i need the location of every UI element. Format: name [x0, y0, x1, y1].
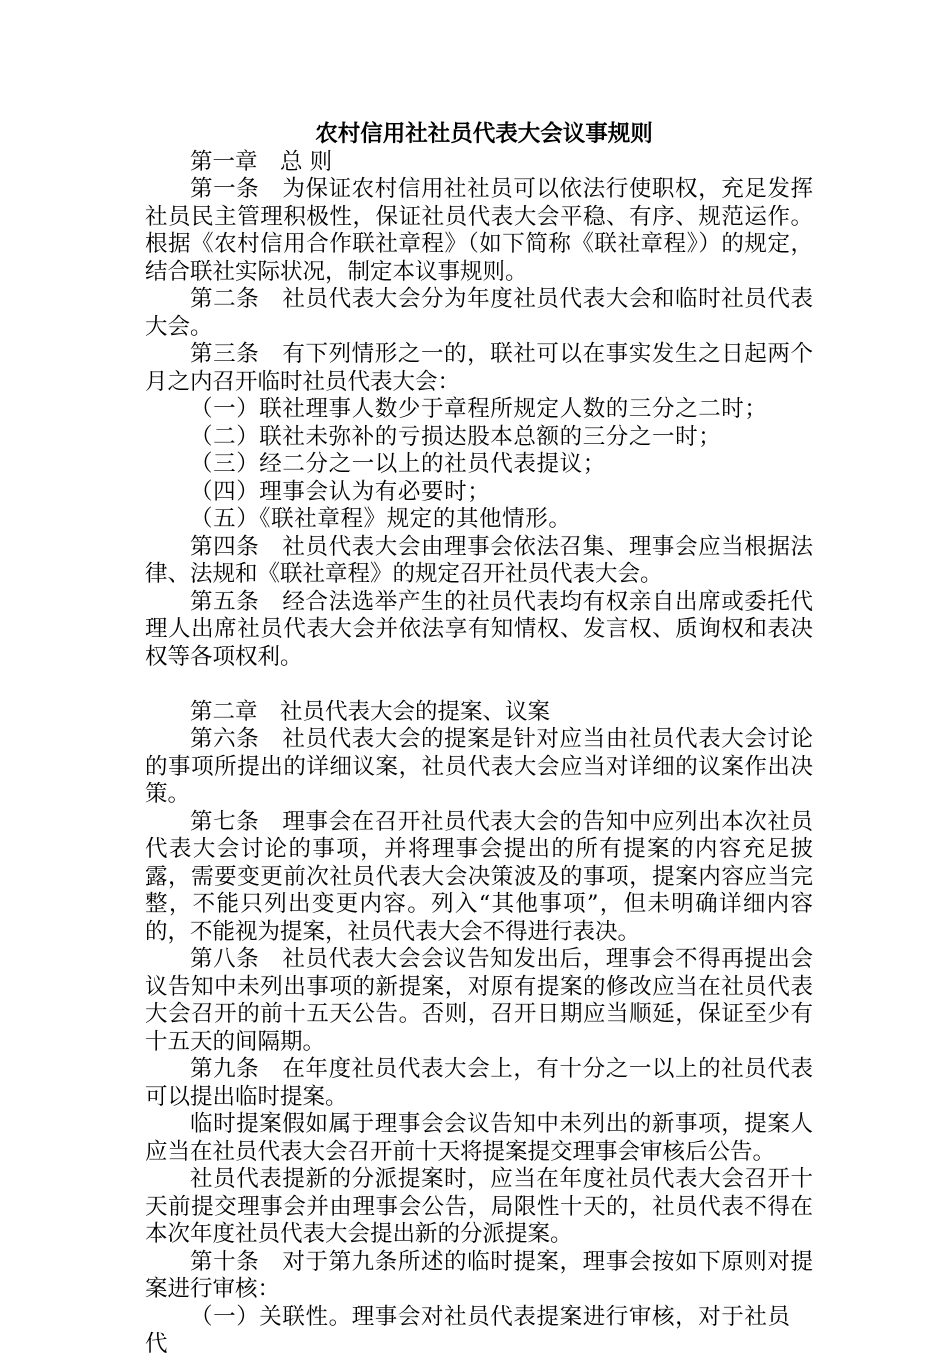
article-6: 第六条 社员代表大会的提案是针对应当由社员代表大会讨论的事项所提出的详细议案，社员代表大会应当对详细的议案作出决策。: [145, 726, 813, 807]
article-1: 第一条 为保证农村信用社社员可以依法行使职权，充足发挥社员民主管理积极性，保证社员代表大会平稳、有序、规范运作。根据《农村信用合作联社章程》（如下简称《联社章程》）的规定，结合联社实际状况，制定本议事规则。: [145, 176, 813, 285]
article-3-item-5: （五）《联社章程》规定的其他情形。: [190, 506, 572, 532]
article-9-paragraph-2: 临时提案假如属于理事会会议告知中未列出的新事项，提案人应当在社员代表大会召开前十天将提案提交理事会审核后公告。: [145, 1111, 813, 1165]
chapter-2-heading: 第二章 社员代表大会的提案、议案: [190, 698, 551, 725]
article-3-item-2: （二）联社未弥补的亏损达股本总额的三分之一时；: [190, 423, 722, 450]
blank-line: [145, 671, 813, 699]
article-3-item-1: （一）联社理事人数少于章程所规定人数的三分之二时；: [190, 396, 768, 422]
chapter-1-heading: 第一章 总 则: [190, 148, 333, 175]
article-10: 第十条 对于第九条所述的临时提案，理事会按如下原则对提案进行审核：: [145, 1248, 813, 1302]
article-3-item-4: （四）理事会认为有必要时；: [190, 478, 491, 505]
article-3-item-3: （三）经二分之一以上的社员代表提议；: [190, 451, 606, 477]
article-9: 第九条 在年度社员代表大会上，有十分之一以上的社员代表可以提出临时提案。: [145, 1056, 813, 1110]
article-10-item-1: （一）关联性。理事会对社员代表提案进行审核，对于社员代: [145, 1303, 791, 1357]
article-2: 第二条 社员代表大会分为年度社员代表大会和临时社员代表大会。: [145, 286, 813, 340]
article-9-paragraph-3: 社员代表提新的分派提案时，应当在年度社员代表大会召开十天前提交理事会并由理事会公告，局限性十天的，社员代表不得在本次年度社员代表大会提出新的分派提案。: [145, 1166, 813, 1247]
article-4: 第四条 社员代表大会由理事会依法召集、理事会应当根据法律、法规和《联社章程》的规定召开社员代表大会。: [145, 533, 813, 587]
article-8: 第八条 社员代表大会会议告知发出后，理事会不得再提出会议告知中未列出事项的新提案，对原有提案的修改应当在社员代表大会召开的前十五天公告。否则，召开日期应当顺延，保证至少有十五天的间隔期。: [145, 946, 813, 1055]
article-3: 第三条 有下列情形之一的，联社可以在事实发生之日起两个月之内召开临时社员代表大会：: [145, 341, 813, 395]
document-title: 农村信用社社员代表大会议事规则: [315, 121, 653, 147]
document-body: [145, 121, 813, 1359]
article-7: 第七条 理事会在召开社员代表大会的告知中应列出本次社员代表大会讨论的事项，并将理事会提出的所有提案的内容充足披露，需要变更前次社员代表大会决策波及的事项，提案内容应当完整，不能只列出变更内容。列入“其他事项”，但未明确详细内容的，不能视为提案，社员代表大会不得进行表决。: [145, 808, 813, 945]
article-5: 第五条 经合法选举产生的社员代表均有权亲自出席或委托代理人出席社员代表大会并依法享有知情权、发言权、质询权和表决权等各项权利。: [145, 588, 813, 670]
